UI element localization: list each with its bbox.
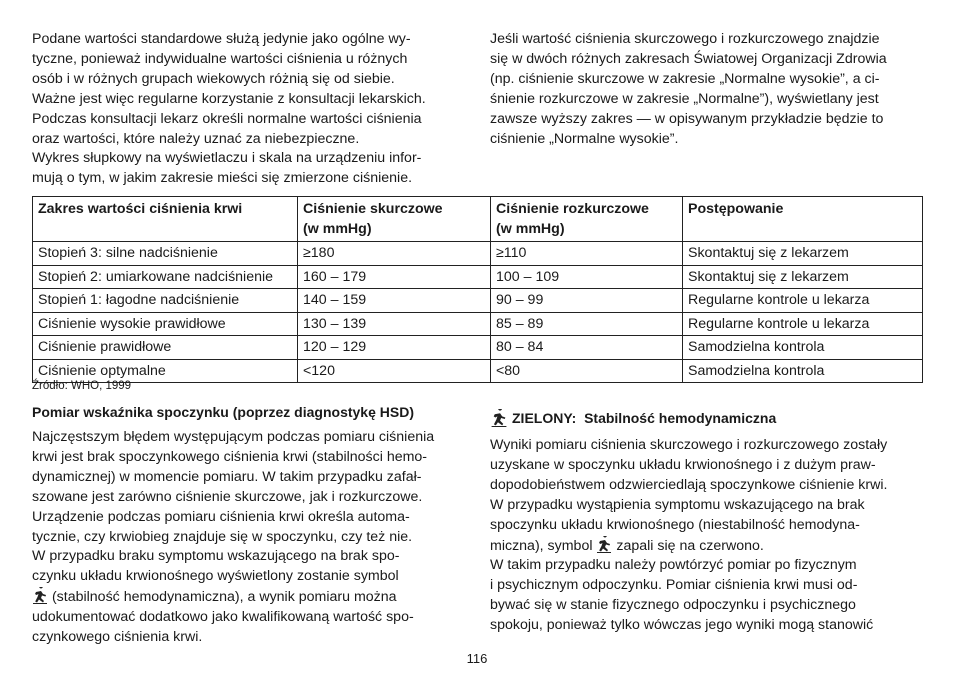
cell-systolic: 120 – 129 bbox=[298, 336, 491, 360]
green-section bbox=[490, 408, 926, 636]
text-line: szowane jest zarówno ciśnienie skurczowe, jak i rozkurczowe. bbox=[32, 488, 423, 505]
table-row bbox=[33, 359, 923, 383]
cell-action: Skontaktuj się z lekarzem bbox=[683, 265, 923, 289]
text-line: spokoju, ponieważ tylko wówczas jego wyniki mogą stanowić bbox=[490, 617, 874, 634]
text-line: W przypadku braku symptomu wskazującego na brak spo- bbox=[32, 548, 400, 565]
text-line: Ważne jest więc regularne korzystanie z konsultacji lekarskich. bbox=[32, 90, 426, 107]
header-diastolic: Ciśnienie rozkurczowe (w mmHg) bbox=[491, 197, 683, 242]
table-row bbox=[33, 265, 923, 289]
cell-action: Samodzielna kontrola bbox=[683, 359, 923, 383]
cell-systolic: <120 bbox=[298, 359, 491, 383]
cell-systolic: ≥180 bbox=[298, 242, 491, 266]
text-line: się w dwóch różnych zakresach Światowej Organizacji Zdrowia bbox=[490, 50, 887, 67]
table-row bbox=[33, 336, 923, 360]
cell-systolic: 140 – 159 bbox=[298, 289, 491, 313]
text-line: czynkowego ciśnienia krwi. bbox=[32, 629, 203, 646]
cell-diastolic: 100 – 109 bbox=[491, 265, 683, 289]
text-line: Podane wartości standardowe służą jedynie jako ogólne wy- bbox=[32, 31, 411, 47]
text-line: zawsze wyższy zakres — w opisywanym przykładzie będzie to bbox=[490, 110, 884, 127]
walking-person-icon bbox=[596, 536, 612, 553]
text-line: osób i w różnych grupach wiekowych różnią się od siebie. bbox=[32, 70, 395, 87]
text-line: oraz wartości, które należy uznać za niebezpieczne. bbox=[32, 130, 360, 147]
cell-diastolic: <80 bbox=[491, 359, 683, 383]
cell-diastolic: 90 – 99 bbox=[491, 289, 683, 313]
header-action: Postępowanie bbox=[683, 197, 923, 242]
intro-left-paragraph bbox=[32, 30, 464, 189]
text-line: Najczęstszym błędem występującym podczas pomiaru ciśnienia bbox=[32, 429, 435, 445]
text-line: uzyskane w spoczynku układu krwionośnego i z dużym praw- bbox=[490, 456, 876, 473]
source-note: Źródło: WHO, 1999 bbox=[32, 380, 132, 392]
green-body bbox=[490, 436, 926, 636]
text-line: W takim przypadku należy powtórzyć pomiar po fizycznym bbox=[490, 557, 857, 574]
cell-action: Regularne kontrole u lekarza bbox=[683, 289, 923, 313]
cell-range: Ciśnienie prawidłowe bbox=[33, 336, 298, 360]
cell-systolic: 160 – 179 bbox=[298, 265, 491, 289]
text-line: mują o tym, w jakim zakresie mieści się zmierzone ciśnienie. bbox=[32, 170, 413, 187]
text-line: krwi jest brak spoczynkowego ciśnienia krwi (stabilności hemo- bbox=[32, 448, 428, 465]
text-line: bywać się w stanie fizycznego odpoczynku i psychicznego bbox=[490, 597, 856, 614]
text-line: (stabilność hemodynamiczna), a wynik pomiaru można bbox=[32, 587, 472, 608]
text-line: tyczne, ponieważ indywidualne wartości ciśnienia u różnych bbox=[32, 50, 408, 67]
header-range: Zakres wartości ciśnienia krwi bbox=[33, 197, 298, 242]
table-row bbox=[33, 242, 923, 266]
text-line: Urządzenie podczas pomiaru ciśnienia krwi określa automa- bbox=[32, 508, 410, 525]
cell-diastolic: ≥110 bbox=[491, 242, 683, 266]
text-line: ciśnienie „Normalne wysokie”. bbox=[490, 130, 679, 147]
green-heading-color: ZIELONY: bbox=[512, 410, 577, 426]
walking-person-icon bbox=[490, 409, 508, 427]
cell-range: Ciśnienie wysokie prawidłowe bbox=[33, 312, 298, 336]
text-line: Jeśli wartość ciśnienia skurczowego i rozkurczowego znajdzie bbox=[490, 31, 880, 47]
text-line: i psychicznym odpoczynku. Pomiar ciśnienia krwi musi od- bbox=[490, 577, 858, 594]
text-line: Podczas konsultacji lekarz określi normalne wartości ciśnienia bbox=[32, 110, 422, 127]
hsd-heading: Pomiar wskaźnika spoczynku (poprzez diagnostykę HSD) bbox=[32, 404, 414, 420]
text-line: miczna), symbol zapali się na czerwono. bbox=[490, 536, 926, 557]
cell-range: Stopień 3: silne nadciśnienie bbox=[33, 242, 298, 266]
cell-range: Ciśnienie optymalne bbox=[33, 359, 298, 383]
table-row bbox=[33, 289, 923, 313]
green-heading bbox=[490, 408, 926, 428]
cell-range: Stopień 1: łagodne nadciśnienie bbox=[33, 289, 298, 313]
cell-action: Samodzielna kontrola bbox=[683, 336, 923, 360]
text-line: śnienie rozkurczowe w zakresie „Normalne”), wyświetlany jest bbox=[490, 90, 879, 107]
text-line: czynku układu krwionośnego wyświetlony zostanie symbol bbox=[32, 568, 399, 585]
cell-action: Skontaktuj się z lekarzem bbox=[683, 242, 923, 266]
walking-person-icon bbox=[32, 587, 48, 604]
hsd-body bbox=[32, 428, 472, 648]
cell-range: Stopień 2: umiarkowane nadciśnienie bbox=[33, 265, 298, 289]
text-line: dopodobieństwem odzwierciedlają spoczynkowe ciśnienie krwi. bbox=[490, 476, 888, 493]
cell-diastolic: 85 – 89 bbox=[491, 312, 683, 336]
header-systolic: Ciśnienie skurczowe (w mmHg) bbox=[298, 197, 491, 242]
cell-action: Regularne kontrole u lekarza bbox=[683, 312, 923, 336]
green-heading-rest: Stabilność hemodynamiczna bbox=[584, 410, 777, 426]
text-line: Wykres słupkowy na wyświetlaczu i skala na urządzeniu infor- bbox=[32, 150, 422, 167]
blood-pressure-table bbox=[32, 196, 923, 383]
text-line: spoczynku układu krwionośnego (niestabilność hemodyna- bbox=[490, 516, 860, 533]
intro-right-paragraph bbox=[490, 30, 926, 149]
cell-diastolic: 80 – 84 bbox=[491, 336, 683, 360]
text-line: W przypadku wystąpienia symptomu wskazującego na brak bbox=[490, 496, 865, 513]
text-line: dynamicznej) w momencie pomiaru. W takim przypadku zafał- bbox=[32, 468, 422, 485]
page-number: 116 bbox=[466, 651, 488, 666]
hsd-section bbox=[32, 402, 472, 648]
table-header-row bbox=[33, 197, 923, 242]
cell-systolic: 130 – 139 bbox=[298, 312, 491, 336]
text-line: udokumentować dodatkowo jako kwalifikowaną wartość spo- bbox=[32, 609, 414, 626]
text-line: tycznie, czy krwiobieg znajduje się w spoczynku, czy też nie. bbox=[32, 528, 413, 545]
table-row bbox=[33, 312, 923, 336]
text-line: (np. ciśnienie skurczowe w zakresie „Normalne wysokie”, a ci- bbox=[490, 70, 880, 87]
text-line: Wyniki pomiaru ciśnienia skurczowego i rozkurczowego zostały bbox=[490, 437, 888, 453]
